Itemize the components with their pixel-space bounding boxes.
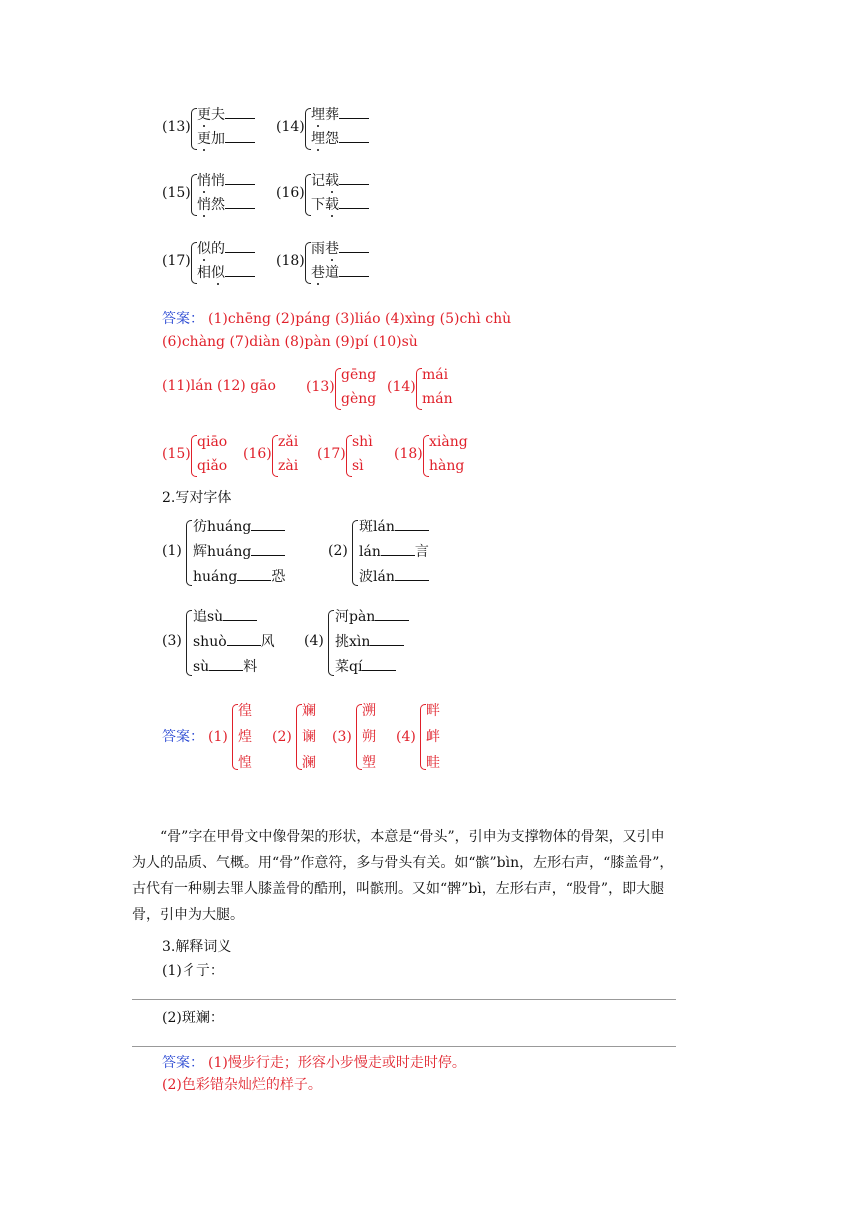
writing-prompt: lán bbox=[359, 544, 381, 560]
answer-pinyin: gèng bbox=[341, 391, 377, 407]
answer-group-number: (14) bbox=[387, 379, 416, 395]
writing-prompt: 挑xìn bbox=[335, 634, 371, 650]
fill-blank bbox=[339, 130, 369, 143]
answer-group-number: (4) bbox=[396, 729, 416, 745]
answer-character: 惶 bbox=[238, 755, 252, 771]
writing-prompt: 斑lán bbox=[359, 519, 395, 535]
fill-blank bbox=[339, 196, 369, 209]
answer-line-3-prefix: (11)lán (12) gāo bbox=[162, 378, 276, 394]
group-number: (15) bbox=[162, 185, 191, 201]
answer-pinyin: qiǎo bbox=[197, 458, 228, 474]
writing-item bbox=[193, 518, 285, 536]
word-prefix: 雨 bbox=[311, 241, 325, 257]
dotted-char: 巷 bbox=[311, 265, 325, 281]
answer-character: 畔 bbox=[426, 703, 440, 719]
word-item bbox=[311, 130, 369, 148]
fill-blank bbox=[251, 518, 285, 531]
group-number: (16) bbox=[276, 185, 305, 201]
word-suffix: 葬 bbox=[325, 107, 339, 123]
fill-blank bbox=[225, 264, 255, 277]
group-number: (14) bbox=[276, 119, 305, 135]
writing-prompt: 波lán bbox=[359, 569, 395, 585]
fill-blank bbox=[237, 568, 271, 581]
writing-item bbox=[335, 633, 404, 651]
word-item bbox=[311, 172, 369, 190]
dotted-char: 悄 bbox=[197, 197, 211, 213]
writing-prompt: 辉huáng bbox=[193, 544, 252, 560]
answer-character: 徨 bbox=[238, 703, 252, 719]
question-2: (2)斑斓： bbox=[162, 1010, 224, 1026]
word-suffix: 道 bbox=[325, 265, 339, 281]
fill-blank bbox=[225, 172, 255, 185]
word-item bbox=[311, 196, 369, 214]
writing-item bbox=[193, 543, 285, 561]
answer-pinyin: shì bbox=[352, 434, 373, 450]
word-suffix: 怨 bbox=[325, 131, 339, 147]
answer-character: 谰 bbox=[302, 729, 316, 745]
word-item bbox=[197, 240, 255, 258]
writing-item bbox=[359, 568, 429, 586]
answer-group-number: (15) bbox=[162, 446, 191, 462]
writing-group-number: (2) bbox=[328, 543, 348, 559]
writing-prompt: sù bbox=[193, 659, 210, 675]
dotted-char: 似 bbox=[211, 265, 225, 281]
dotted-char: 更 bbox=[197, 131, 211, 147]
word-prefix: 相 bbox=[197, 265, 211, 281]
dotted-char: 埋 bbox=[311, 107, 325, 123]
dotted-char: 似 bbox=[197, 241, 211, 257]
section-2-title: 2.写对字体 bbox=[162, 490, 232, 506]
dotted-char: 更 bbox=[197, 107, 211, 123]
fill-blank bbox=[381, 543, 415, 556]
fill-blank bbox=[370, 633, 404, 646]
answer-line-q1 bbox=[132, 999, 676, 1000]
dotted-char: 载 bbox=[325, 197, 339, 213]
writing-suffix: 料 bbox=[243, 659, 258, 675]
writing-prompt: 追sù bbox=[193, 609, 224, 625]
writing-item bbox=[359, 518, 429, 536]
word-suffix: 悄 bbox=[211, 173, 225, 189]
writing-item bbox=[335, 608, 409, 626]
answer-group-number: (17) bbox=[317, 446, 346, 462]
answer-line-1: (1)chēng (2)páng (3)liáo (4)xìng (5)chì chù bbox=[208, 311, 512, 327]
answer-pinyin: mán bbox=[422, 391, 453, 407]
answer-character: 澜 bbox=[302, 755, 316, 771]
writing-item bbox=[193, 608, 257, 626]
answer-line-2: (6)chàng (7)diàn (8)pàn (9)pí (10)sù bbox=[162, 334, 418, 350]
dotted-char: 巷 bbox=[325, 241, 339, 257]
group-number: (13) bbox=[162, 119, 191, 135]
word-item bbox=[197, 106, 255, 124]
writing-prompt: huáng bbox=[193, 569, 238, 585]
fill-blank bbox=[251, 543, 285, 556]
word-item bbox=[311, 240, 369, 258]
answer-group-number: (18) bbox=[394, 446, 423, 462]
writing-group-number: (4) bbox=[304, 633, 324, 649]
writing-item bbox=[193, 633, 275, 651]
writing-brace bbox=[186, 520, 192, 586]
writing-prompt: shuò bbox=[193, 634, 227, 650]
answer-group-number: (16) bbox=[243, 446, 272, 462]
dotted-char: 载 bbox=[325, 173, 339, 189]
word-item bbox=[197, 196, 255, 214]
writing-item bbox=[193, 658, 257, 676]
word-suffix: 然 bbox=[211, 197, 225, 213]
answer-character: 畦 bbox=[426, 755, 440, 771]
writing-prompt: 彷huáng bbox=[193, 519, 252, 535]
fill-blank bbox=[362, 658, 396, 671]
group-number: (17) bbox=[162, 253, 191, 269]
word-prefix: 记 bbox=[311, 173, 325, 189]
dotted-char: 悄 bbox=[197, 173, 211, 189]
word-suffix: 夫 bbox=[211, 107, 225, 123]
word-item bbox=[197, 130, 255, 148]
answer-group-number: (2) bbox=[272, 729, 292, 745]
writing-suffix: 风 bbox=[260, 634, 275, 650]
answer-pinyin: zài bbox=[278, 458, 299, 474]
word-item bbox=[197, 172, 255, 190]
writing-item bbox=[359, 543, 429, 561]
question-1: (1)彳亍： bbox=[162, 963, 224, 979]
writing-brace bbox=[186, 610, 192, 676]
writing-group-number: (1) bbox=[162, 543, 182, 559]
answer-group-number: (3) bbox=[332, 729, 352, 745]
writing-brace bbox=[328, 610, 334, 676]
writing-suffix: 恐 bbox=[271, 569, 286, 585]
fill-blank bbox=[225, 196, 255, 209]
word-suffix: 的 bbox=[211, 241, 225, 257]
writing-prompt: 河pàn bbox=[335, 609, 376, 625]
answer-group-number: (1) bbox=[208, 729, 228, 745]
answer-pinyin: sì bbox=[352, 458, 364, 474]
writing-prompt: 菜qí bbox=[335, 659, 363, 675]
answer-pinyin: xiàng bbox=[429, 434, 468, 450]
fill-blank bbox=[339, 106, 369, 119]
answer-pinyin: qiāo bbox=[197, 434, 228, 450]
answer-character: 衅 bbox=[426, 729, 440, 745]
answer-label-2: 答案： bbox=[162, 729, 204, 745]
answer-label-3: 答案： bbox=[162, 1055, 204, 1071]
answer-character: 斓 bbox=[302, 703, 316, 719]
fill-blank bbox=[339, 264, 369, 277]
word-item bbox=[197, 264, 255, 282]
answer-character: 溯 bbox=[362, 703, 376, 719]
answer-character: 煌 bbox=[238, 729, 252, 745]
fill-blank bbox=[375, 608, 409, 621]
fill-blank bbox=[225, 130, 255, 143]
answer-group-number: (13) bbox=[306, 379, 335, 395]
writing-group-number: (3) bbox=[162, 633, 182, 649]
word-suffix: 加 bbox=[211, 131, 225, 147]
fill-blank bbox=[225, 240, 255, 253]
group-number: (18) bbox=[276, 253, 305, 269]
answer-character: 朔 bbox=[362, 729, 376, 745]
fill-blank bbox=[395, 518, 429, 531]
writing-item bbox=[335, 658, 396, 676]
answer-pinyin: mái bbox=[422, 367, 449, 383]
writing-item bbox=[193, 568, 285, 586]
section-3-title: 3.解释词义 bbox=[162, 939, 232, 955]
dotted-char: 埋 bbox=[311, 131, 325, 147]
fill-blank bbox=[223, 608, 257, 621]
fill-blank bbox=[209, 658, 243, 671]
answer-pinyin: gēng bbox=[341, 367, 377, 383]
word-prefix: 下 bbox=[311, 197, 325, 213]
writing-suffix: 言 bbox=[414, 544, 429, 560]
fill-blank bbox=[339, 240, 369, 253]
writing-brace bbox=[352, 520, 358, 586]
answer-3-1: (1)慢步行走；形容小步慢走或时走时停。 bbox=[208, 1055, 466, 1071]
word-item bbox=[311, 264, 369, 282]
bone-character-paragraph: “骨”字在甲骨文中像骨架的形状，本意是“骨头”，引申为支撑物体的骨架，又引申为人的品质、气概。用“骨”作意符，多与骨头有关。如“髌”bìn，左形右声，“膝盖骨”，古代有一种剔去罪人膝盖骨的酷刑，叫髌刑。又如“髀”bì，左形右声，“股骨”，即大腿骨，引申为大腿。 bbox=[132, 829, 674, 923]
answer-pinyin: zǎi bbox=[278, 434, 299, 450]
answer-label-1: 答案： bbox=[162, 311, 204, 327]
answer-pinyin: hàng bbox=[429, 458, 465, 474]
answer-3-2: (2)色彩错杂灿烂的样子。 bbox=[162, 1077, 322, 1093]
answer-character: 塑 bbox=[362, 755, 376, 771]
answer-line-q2 bbox=[132, 1046, 676, 1047]
fill-blank bbox=[395, 568, 429, 581]
fill-blank bbox=[227, 633, 261, 646]
fill-blank bbox=[339, 172, 369, 185]
word-item bbox=[311, 106, 369, 124]
fill-blank bbox=[225, 106, 255, 119]
